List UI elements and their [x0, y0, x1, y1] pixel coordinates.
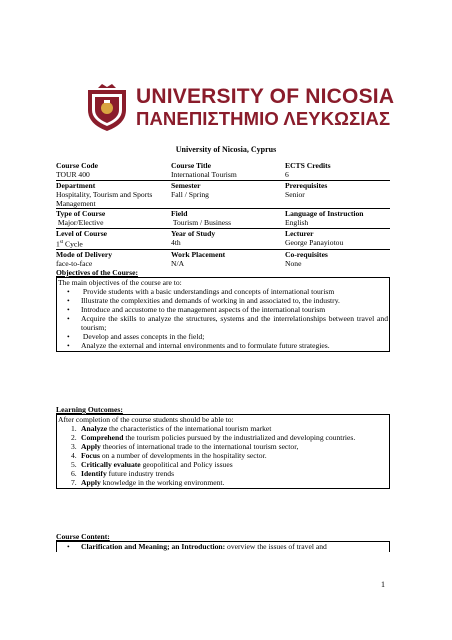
outcomes-section [56, 405, 390, 489]
info-value: TOUR 400 [56, 170, 90, 179]
info-value: face-to-face [56, 258, 93, 268]
outcome-text: on a number of developments in the hospitality sector. [99, 451, 267, 460]
info-label: Course Title [171, 161, 212, 170]
outcome-number: 2. [71, 433, 77, 442]
outcomes-box [56, 414, 390, 489]
info-label: Field [171, 209, 188, 218]
info-label: Level of Course [56, 228, 108, 238]
outcome-item [58, 451, 388, 460]
info-cell [56, 209, 171, 227]
info-value: 6 [285, 170, 289, 179]
objectives-intro: The main objectives of the course are to: [58, 278, 182, 287]
info-cell [285, 229, 390, 249]
info-label: Year of Study [171, 228, 216, 238]
objectives-box [56, 277, 390, 352]
objective-item: • Provide students with a basic understandings and concepts of international tourism [58, 287, 388, 296]
outcome-keyword: Apply [81, 442, 101, 451]
info-row [56, 209, 390, 229]
info-value: None [285, 258, 302, 268]
outcomes-intro: After completion of the course students should be able to: [58, 415, 234, 424]
info-cell [171, 161, 285, 179]
info-cell [56, 181, 171, 208]
content-item [58, 542, 388, 551]
info-cell [56, 161, 171, 179]
info-cell [285, 250, 390, 268]
info-value: English [285, 218, 309, 227]
info-value: N/A [171, 258, 185, 268]
objective-item: • Illustrate the complexities and demands of working in and associated to, the industry. [58, 296, 388, 305]
info-label: Semester [171, 180, 201, 190]
objectives-heading: Objectives of the Course: [56, 268, 139, 277]
outcome-item [58, 460, 388, 469]
outcome-keyword: Critically evaluate [81, 460, 141, 469]
info-value: Senior [285, 189, 305, 199]
content-section [56, 532, 390, 552]
info-label: Work Placement [171, 249, 226, 259]
content-item-text: overview the issues of travel and [225, 542, 327, 551]
document-title: University of Nicosia, Cyprus [175, 145, 277, 154]
objective-item: • Develop and asses concepts in the field; [58, 332, 388, 341]
outcome-number: 6. [71, 469, 77, 478]
info-label: Type of Course [56, 209, 106, 218]
outcome-text: knowledge in the working environment. [100, 478, 225, 487]
content-heading: Course Content: [56, 532, 110, 541]
info-value: 4th [171, 237, 181, 247]
info-value: Fall / Spring [171, 189, 209, 199]
outcomes-list [58, 424, 388, 487]
info-cell [56, 250, 171, 268]
outcome-number: 4. [71, 451, 77, 460]
outcome-keyword: Analyze [81, 424, 108, 433]
crest-icon [84, 84, 130, 132]
objective-item: • Introduce and accustome to the management aspects of the international tourism [58, 305, 388, 314]
outcome-item [58, 424, 388, 433]
university-logo [84, 84, 395, 132]
info-cell [171, 229, 285, 249]
info-row [56, 161, 390, 181]
outcome-item [58, 478, 388, 487]
objective-item: • Acquire the skills to analyze the structures, systems and the interrelationships between travel and tourism; [58, 314, 388, 332]
outcome-number: 1. [71, 424, 77, 433]
info-label: Co-requisites [285, 249, 328, 259]
info-label: Lecturer [285, 228, 314, 238]
info-label: ECTS Credits [285, 161, 331, 170]
info-label: Department [56, 180, 96, 190]
outcome-text: geopolitical and Policy issues [140, 460, 233, 469]
objective-item: • Analyze the external and internal environments and to formulate future strategies. [58, 341, 388, 350]
info-row [56, 250, 390, 269]
outcome-text: theories of international trade to the international tourism sector, [100, 442, 299, 451]
outcome-text: the characteristics of the international tourism market [107, 424, 272, 433]
objectives-section [56, 268, 390, 352]
outcome-text: the tourism policies pursued by the industrialized and developing countries. [123, 433, 356, 442]
content-box [56, 541, 390, 552]
page-number: 1 [381, 580, 385, 589]
outcome-keyword: Identify [81, 469, 107, 478]
info-row [56, 229, 390, 250]
objectives-list [58, 287, 388, 350]
info-value: Major/Elective [56, 218, 104, 227]
info-value: George Panayiotou [285, 237, 344, 247]
info-value: Tourism / Business [171, 218, 232, 227]
outcome-keyword: Apply [81, 478, 101, 487]
info-label: Mode of Delivery [56, 249, 113, 259]
info-cell [56, 229, 171, 249]
outcome-keyword: Comprehend [81, 433, 124, 442]
info-cell [171, 181, 285, 208]
info-label: Prerequisites [285, 180, 328, 190]
outcome-number: 5. [71, 460, 77, 469]
outcome-text: future industry trends [106, 469, 175, 478]
info-cell [285, 209, 390, 227]
logo-name-greek: ΠΑΝΕΠΙΣΤΗΜΙΟ ΛΕΥΚΩΣΙΑΣ [136, 108, 391, 129]
outcome-number: 7. [71, 478, 77, 487]
course-info-table [56, 161, 390, 268]
outcomes-heading: Learning Outcomes: [56, 405, 123, 414]
info-cell [285, 181, 390, 208]
outcome-item [58, 469, 388, 478]
outcome-item [58, 433, 388, 442]
info-value: 1st Cycle [56, 239, 83, 249]
logo-name-english: UNIVERSITY OF NICOSIA [136, 85, 395, 108]
content-item-keyword: Clarification and Meaning; an Introduction: [81, 542, 226, 551]
info-label: Course Code [56, 161, 98, 170]
info-value: Hospitality, Tourism and Sports Management [56, 189, 155, 208]
info-row [56, 181, 390, 210]
info-cell [285, 161, 390, 179]
info-cell [171, 250, 285, 268]
outcome-item [58, 442, 388, 451]
outcome-keyword: Focus [81, 451, 100, 460]
info-cell [171, 209, 285, 227]
info-label: Language of Instruction [285, 209, 364, 218]
info-value: International Tourism [171, 170, 237, 179]
outcome-number: 3. [71, 442, 77, 451]
